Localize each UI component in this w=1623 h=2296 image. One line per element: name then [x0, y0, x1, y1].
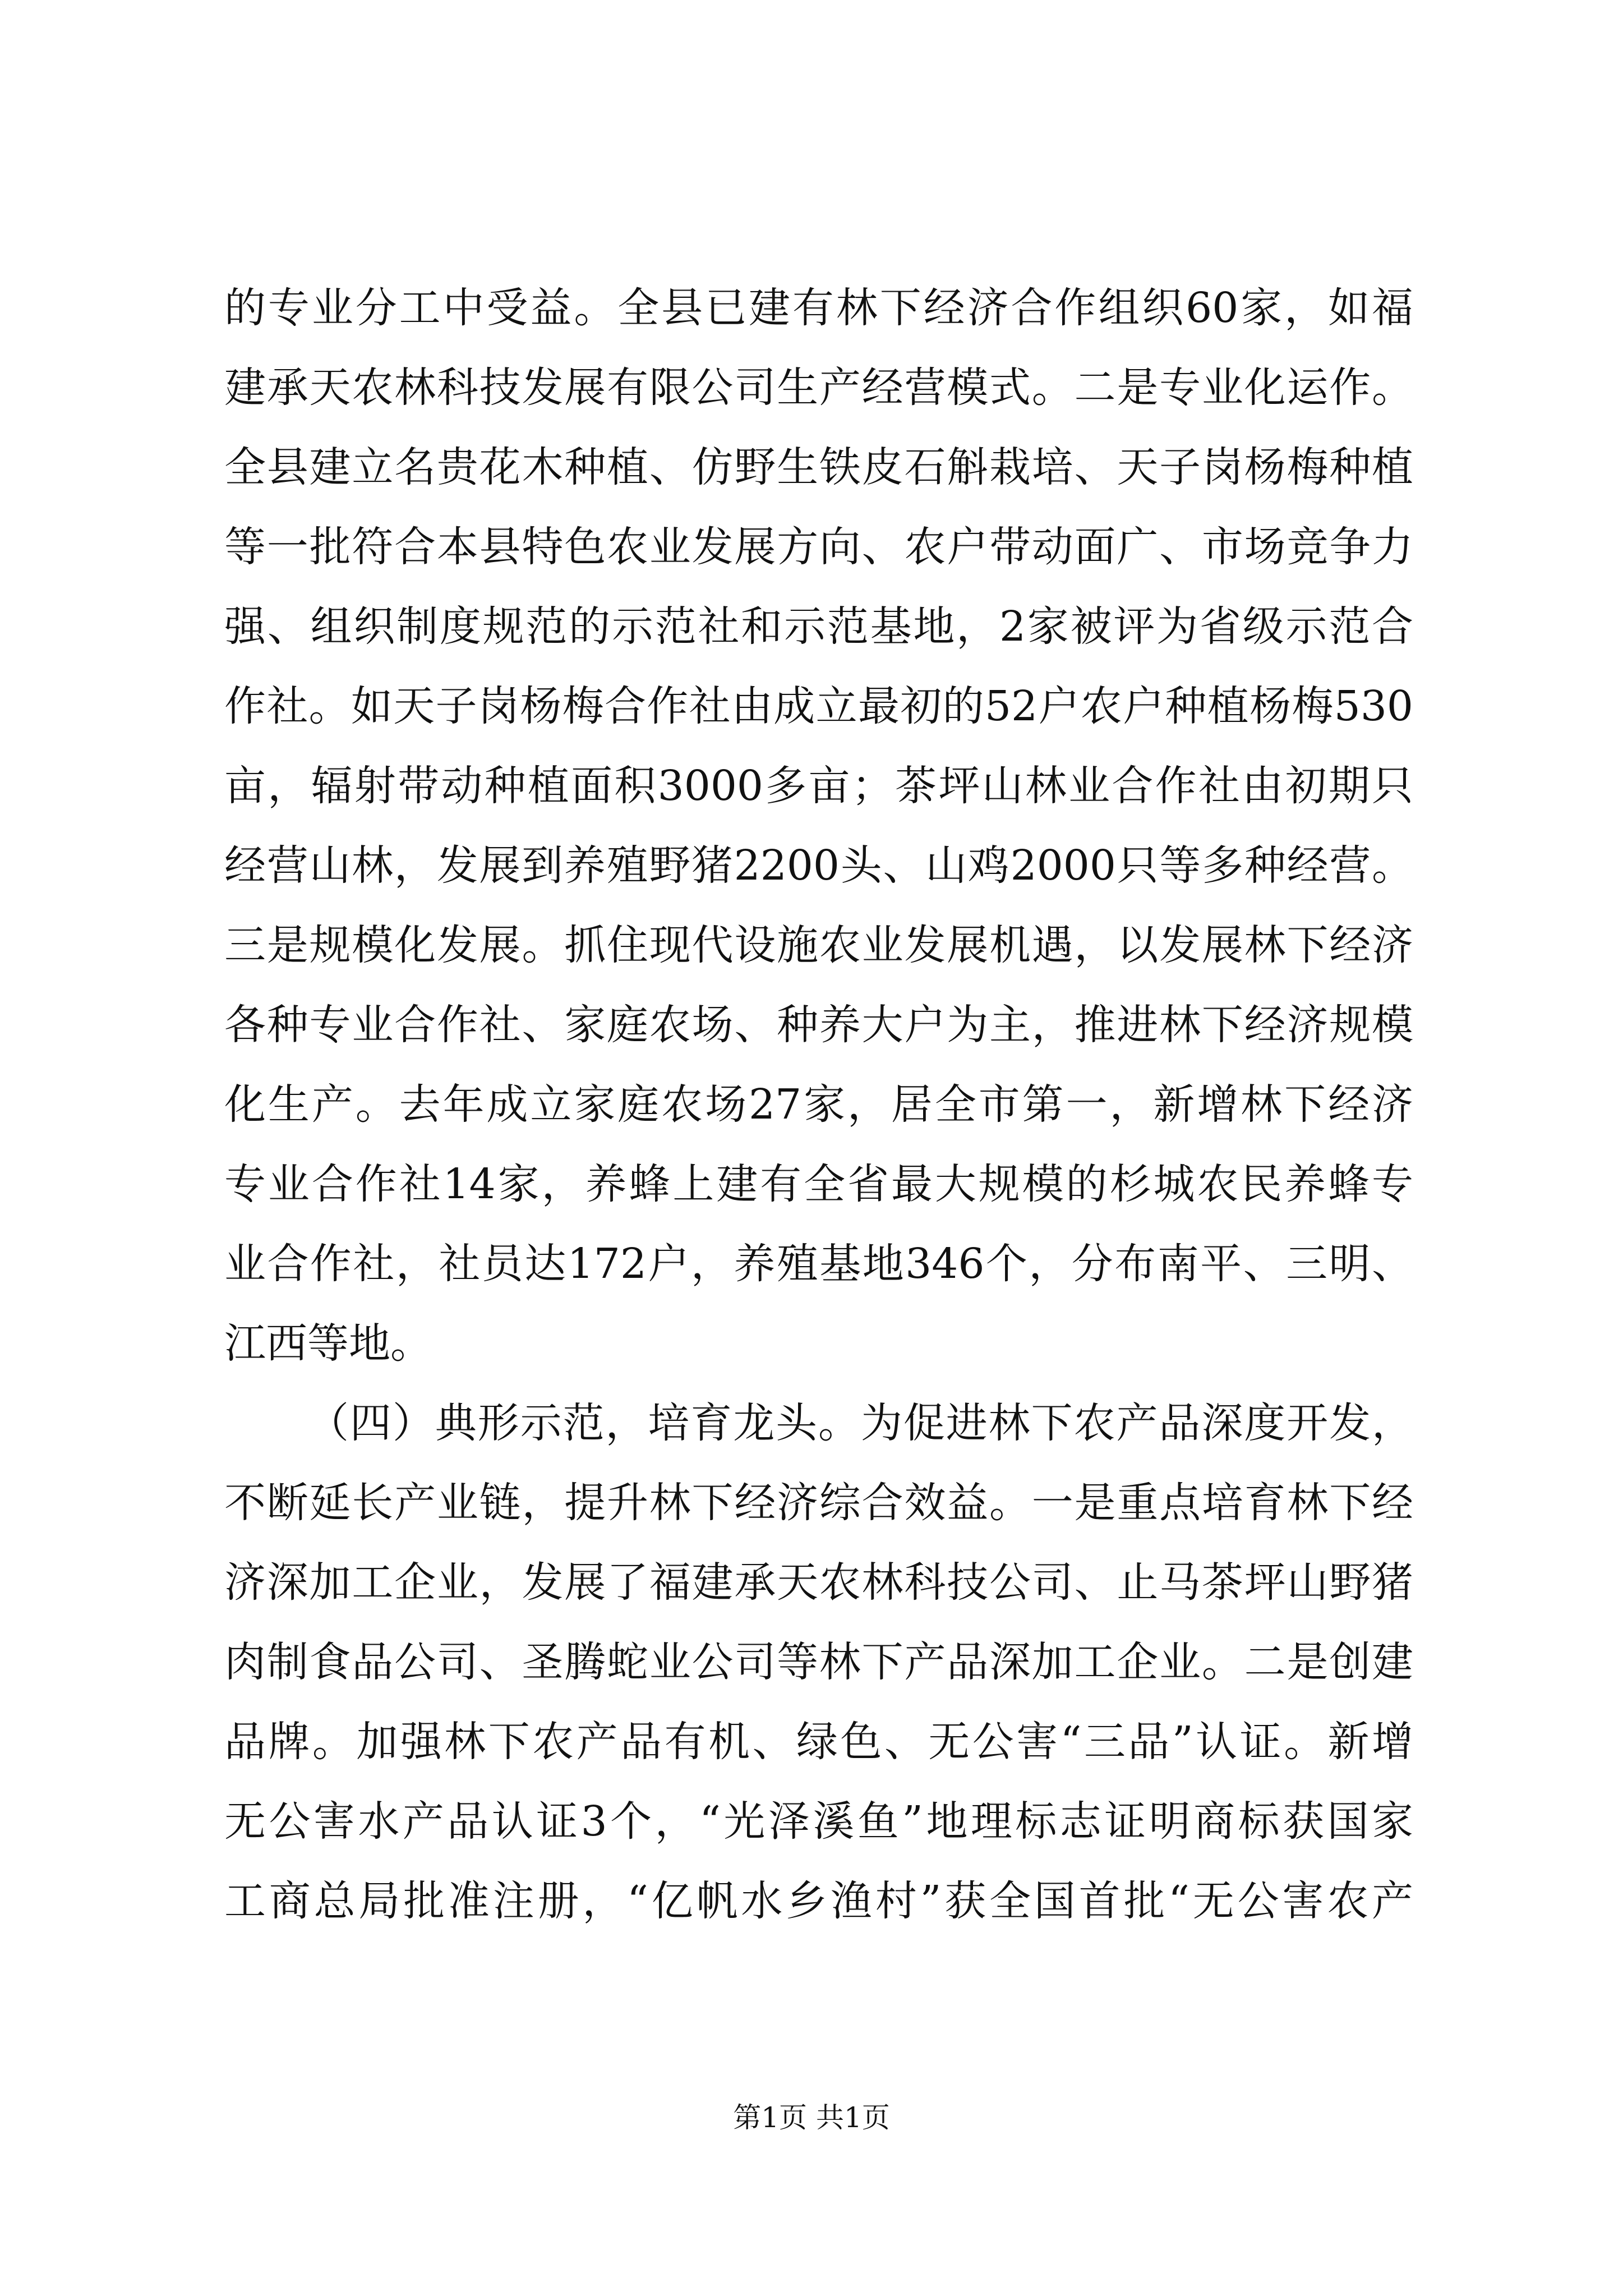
text-line: 作社。如天子岗杨梅合作社由成立最初的52户农户种植杨梅530	[224, 682, 1413, 730]
text-line: 各种专业合作社、家庭农场、种养大户为主，推进林下经济规模	[224, 1001, 1413, 1049]
text-line: 工商总局批准注册，“亿帆水乡渔村”获全国首批“无公害农产	[224, 1877, 1413, 1925]
text-line: 济深加工企业，发展了福建承天农林科技公司、止马茶坪山野猪	[224, 1558, 1413, 1607]
text-line: 建承天农林科技发展有限公司生产经营模式。二是专业化运作。	[224, 364, 1413, 412]
text-line: 业合作社，社员达172户，养殖基地346个，分布南平、三明、	[224, 1240, 1413, 1288]
text-line: 经营山林，发展到养殖野猪2200头、山鸡2000只等多种经营。	[224, 841, 1413, 890]
text-line: 三是规模化发展。抓住现代设施农业发展机遇，以发展林下经济	[224, 921, 1413, 969]
text-line: 品牌。加强林下农产品有机、绿色、无公害“三品”认证。新增	[224, 1718, 1413, 1766]
text-line: 化生产。去年成立家庭农场27家，居全市第一，新增林下经济	[224, 1080, 1413, 1129]
text-line: 无公害水产品认证3个，“光泽溪鱼”地理标志证明商标获国家	[224, 1797, 1413, 1846]
text-line: 亩，辐射带动种植面积3000多亩；茶坪山林业合作社由初期只	[224, 762, 1413, 810]
text-line: 的专业分工中受益。全县已建有林下经济合作组织60家，如福	[224, 284, 1413, 332]
text-line: 等一批符合本县特色农业发展方向、农户带动面广、市场竞争力	[224, 523, 1413, 571]
text-line: 不断延长产业链，提升林下经济综合效益。一是重点培育林下经	[224, 1479, 1413, 1527]
text-line: 肉制食品公司、圣腾蛇业公司等林下产品深加工企业。二是创建	[224, 1638, 1413, 1686]
text-line: 强、组织制度规范的示范社和示范基地，2家被评为省级示范合	[224, 602, 1413, 651]
text-line: 全县建立名贵花木种植、仿野生铁皮石斛栽培、天子岗杨梅种植	[224, 443, 1413, 491]
text-line: 专业合作社14家，养蜂上建有全省最大规模的杉城农民养蜂专	[224, 1160, 1413, 1208]
body-text	[224, 268, 1413, 1941]
page-footer: 第1页 共1页	[733, 2101, 890, 2134]
text-line-paragraph-end: 江西等地。	[224, 1319, 432, 1368]
text-line-paragraph-start: （四）典形示范，培育龙头。为促进林下农产品深度开发，	[307, 1399, 1413, 1447]
